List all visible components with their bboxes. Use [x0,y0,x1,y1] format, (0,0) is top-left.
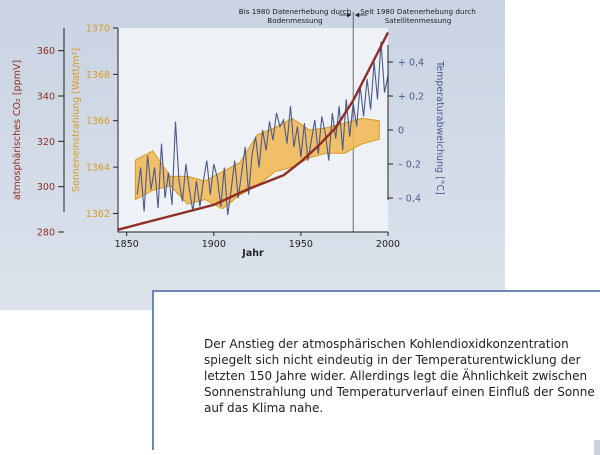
caption-box [152,290,600,450]
annotation-satellite: Seit 1980 Datenerhebung durch Satellitenmessung [360,7,476,25]
solar-tick-label: 1368 [85,69,110,81]
solar-axis-label: Sonneneinstrahlung [Watt/m²] [71,47,82,193]
solar-tick-label: 1362 [85,208,110,220]
solar-tick-label: 1370 [85,23,110,35]
co2-tick-label: 320 [36,136,55,148]
solar-tick-label: 1364 [85,162,110,174]
temp-axis-label: Temperaturabweichung [°C] [434,61,445,195]
temp-tick-label: + 0,2 [398,91,425,103]
co2-tick-label: 340 [36,91,55,103]
x-tick-label: 1950 [288,239,313,250]
temp-tick-label: + 0,4 [398,57,425,69]
x-tick-label: 1900 [201,239,226,250]
x-tick-label: 1850 [114,239,139,250]
annotation-ground: Bis 1980 Datenerhebung durch Bodenmessung [238,7,352,25]
co2-tick-label: 300 [36,182,55,194]
solar-tick-label: 1366 [85,116,110,128]
temp-tick-label: – 0,4 [398,193,421,205]
co2-axis-label: atmosphärisches CO₂ [ppmV] [12,59,23,201]
x-axis-label: Jahr [242,248,264,259]
temp-tick-label: – 0,2 [398,159,421,171]
co2-tick-label: 360 [36,46,55,58]
split-arrow-right-head [355,13,359,18]
temp-tick-label: 0 [398,125,405,137]
co2-tick-label: 280 [36,227,55,239]
caption-text: Der Anstieg der atmosphärischen Kohlendioxidkonzentration spiegelt sich nicht eindeutig in der Temperaturentwicklung der letzten 150 Jahre wider. Allerdings legt die Ähnlichkeit zwischen Sonnenstrahlung und Temperaturverlauf einen Einfluß der Sonne auf das Klima nahe. [204,337,595,415]
x-tick-label: 2000 [375,239,401,250]
caption-accent [594,440,600,455]
